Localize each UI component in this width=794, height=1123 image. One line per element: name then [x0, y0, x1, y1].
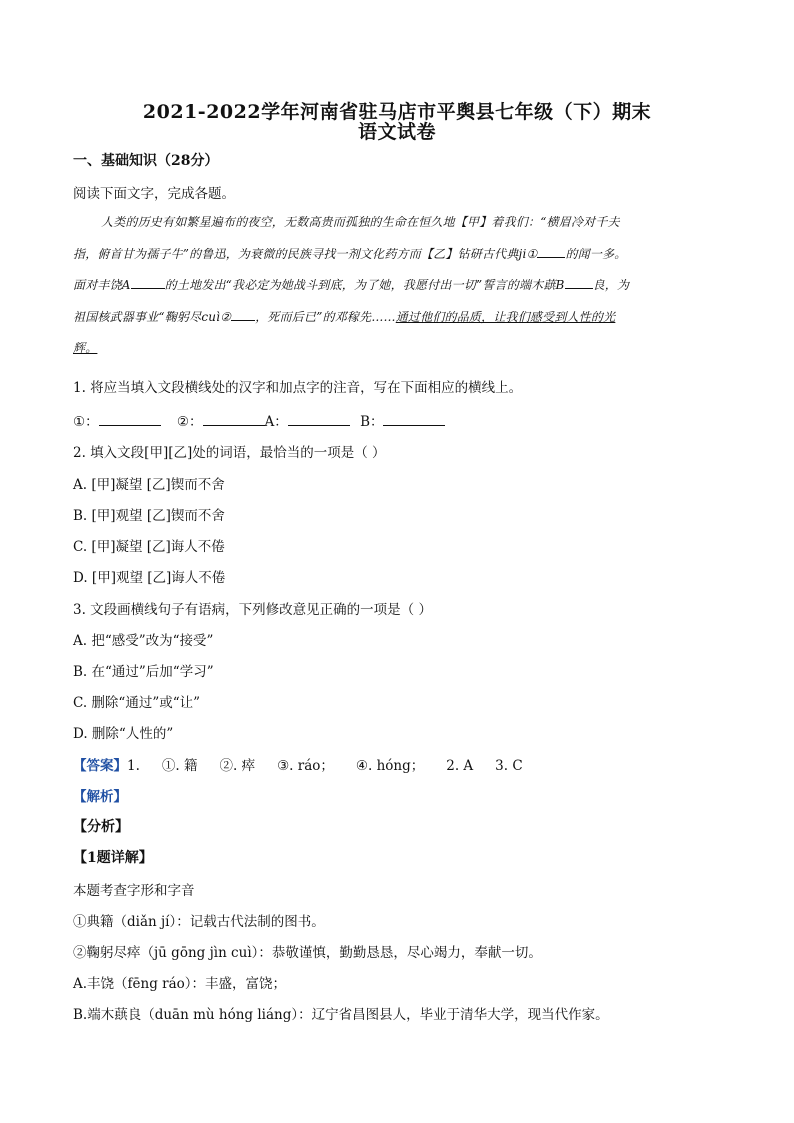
passage-line-5: 辉。 — [73, 341, 98, 355]
passage-text: 的土地发出“我必定为她战斗到底，为了她，我愿付出一切”誓言的端木蕻B — [164, 278, 565, 292]
answer-item: 2. A — [446, 758, 474, 774]
answer-blank — [383, 413, 445, 426]
instruction: 阅读下面文字，完成各题。 — [73, 186, 235, 202]
q2-option-b: B. [甲]观望 [乙]锲而不舍 — [73, 508, 225, 524]
answer-blank — [99, 413, 161, 426]
passage-line-1: 人类的历史有如繁星遍布的夜空，无数高贵而孤独的生命在恒久地【甲】着我们：“横眉冷对千夫 — [101, 215, 620, 229]
q2-option-c: C. [甲]凝望 [乙]诲人不倦 — [73, 539, 225, 555]
answer-blank — [288, 413, 350, 426]
q3-option-b: B. 在“通过”后加“学习” — [73, 664, 214, 680]
blank — [231, 308, 255, 321]
passage-text: ，死而后已”的邓稼先…… — [255, 310, 396, 324]
section-heading: 一、基础知识（28分） — [73, 153, 219, 169]
answer-item: 3. C — [495, 758, 523, 774]
answer-item: ③. ráo； — [277, 758, 334, 774]
detail-item-4: B.端木蕻良（duān mù hóng liáng）：辽宁省昌图县人，毕业于清华大学，现当代作家。 — [73, 1007, 609, 1023]
answer-item: ④. hóng； — [355, 758, 425, 774]
question-2: 2. 填入文段[甲][乙]处的词语，最恰当的一项是（ ） — [73, 445, 386, 461]
question-1-blanks — [73, 410, 445, 430]
passage-text: 祖国核武器事业“鞠躬尽cuì② — [73, 310, 232, 324]
question-1: 1. 将应当填入文段横线处的汉字和加点字的注音，写在下面相应的横线上。 — [73, 380, 523, 396]
blank-label: ②： — [176, 414, 203, 430]
passage-line-3 — [73, 276, 629, 293]
answer-tag: 【答案】 — [73, 758, 127, 774]
passage-text: 良，为 — [592, 278, 630, 292]
blank-label: B： — [360, 414, 384, 430]
passage-line-4 — [73, 308, 615, 325]
q2-option-d: D. [甲]观望 [乙]诲人不倦 — [73, 570, 226, 586]
detail-item-1: ①典籍（diǎn jí）：记载古代法制的图书。 — [73, 914, 325, 930]
blank — [131, 276, 165, 289]
passage-text: 指，俯首甘为孺子牛”的鲁迅，为衰微的民族寻找一剂文化药方而【乙】钻研古代典ji① — [73, 247, 538, 261]
underlined-sentence: 通过他们的品质，让我们感受到人性的光 — [395, 310, 616, 324]
passage-line-2 — [73, 245, 626, 262]
exam-title: 2021-2022学年河南省驻马店市平舆县七年级（下）期末 — [142, 101, 652, 123]
passage-text: 面对丰饶A — [73, 278, 131, 292]
answer-item: ①. 籍 — [161, 758, 198, 774]
answer-item: 1. — [127, 758, 140, 774]
exam-subtitle: 语文试卷 — [357, 121, 436, 143]
passage-text: 的闻一多。 — [565, 247, 627, 261]
q3-option-c: C. 删除“通过”或“让” — [73, 695, 201, 711]
detail-intro: 本题考查字形和字音 — [73, 883, 195, 899]
blank-label: A： — [264, 414, 288, 430]
detail-heading: 【1题详解】 — [73, 850, 153, 866]
blank — [565, 276, 593, 289]
q3-option-d: D. 删除“人性的” — [73, 726, 174, 742]
detail-item-2: ②鞠躬尽瘁（jū gōng jìn cuì）：恭敬谨慎，勤勤恳恳，尽心竭力，奉献一切。 — [73, 945, 542, 961]
analysis-heading: 【分析】 — [73, 819, 129, 835]
analysis-tag: 【解析】 — [73, 789, 127, 805]
q3-option-a: A. 把“感受”改为“接受” — [73, 633, 214, 649]
blank — [537, 245, 565, 258]
detail-item-3: A.丰饶（fēng ráo）：丰盛，富饶； — [73, 976, 287, 992]
question-3: 3. 文段画横线句子有语病，下列修改意见正确的一项是（ ） — [73, 602, 432, 618]
answer-blank — [203, 413, 265, 426]
answer-line — [73, 754, 523, 774]
answer-item: ②. 瘁 — [219, 758, 256, 774]
blank-label: ①： — [73, 414, 99, 430]
q2-option-a: A. [甲]凝望 [乙]锲而不舍 — [73, 477, 225, 493]
